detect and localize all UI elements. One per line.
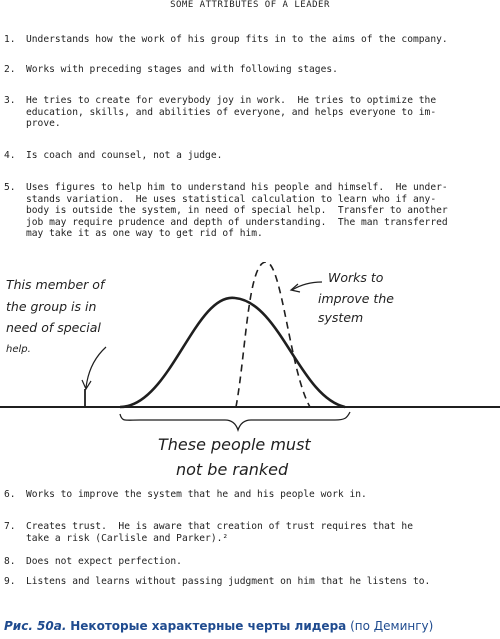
list-item-number: 4. bbox=[4, 150, 16, 161]
list-item-number: 8. bbox=[4, 556, 16, 567]
caption-figure-label: Рис. 50а. bbox=[4, 619, 67, 633]
list-item bbox=[0, 95, 496, 130]
list-item-text bbox=[26, 182, 496, 240]
document-title: SOME ATTRIBUTES OF A LEADER bbox=[170, 0, 330, 10]
list-item-line: Creates trust. He is aware that creation of trust requires that he bbox=[26, 521, 413, 532]
outlier-arrow bbox=[86, 347, 106, 388]
list-item-line: body is outside the system, in need of special help. Transfer to another bbox=[26, 205, 448, 216]
list-item bbox=[0, 182, 496, 240]
list-item-line: prove. bbox=[26, 118, 61, 129]
list-item-text bbox=[26, 556, 496, 568]
list-item bbox=[0, 150, 496, 162]
bottom-note-line-1: These people must bbox=[158, 435, 311, 454]
list-item-line: Listens and learns without passing judgment on him that he listens to. bbox=[26, 576, 431, 587]
figure-caption bbox=[4, 619, 498, 633]
list-item-line: Is coach and counsel, not a judge. bbox=[26, 150, 223, 161]
list-item-line: take a risk (Carlisle and Parker).² bbox=[26, 532, 229, 544]
list-item-line: stands variation. He uses statistical calculation to learn who if any- bbox=[26, 193, 437, 205]
list-item-line: Works to improve the system that he and his people work in. bbox=[26, 489, 367, 500]
list-item-number: 5. bbox=[4, 182, 16, 193]
right-note-line-2: improve the bbox=[318, 291, 394, 306]
right-note-line-1: Works to bbox=[328, 270, 384, 285]
list-item bbox=[0, 34, 496, 46]
improved-system-curve bbox=[236, 262, 310, 407]
list-item-text bbox=[26, 95, 496, 130]
list-item bbox=[0, 556, 496, 568]
distribution-figure bbox=[0, 262, 500, 492]
list-item-number: 2. bbox=[4, 64, 16, 75]
ranking-brace bbox=[120, 412, 350, 430]
list-item-line: Works with preceding stages and with following stages. bbox=[26, 64, 338, 75]
caption-normal-text: (по Демингу) bbox=[350, 619, 434, 633]
list-item-line: education, skills, and abilities of everyone, and helps everyone to im- bbox=[26, 106, 437, 118]
list-item-line: may take it as one way to get rid of him. bbox=[26, 228, 263, 239]
list-item-text bbox=[26, 521, 496, 544]
list-item-text bbox=[26, 489, 496, 501]
list-item-line: Does not expect perfection. bbox=[26, 556, 182, 567]
list-item bbox=[0, 64, 496, 76]
current-system-curve bbox=[120, 298, 345, 407]
left-note-line-4: help. bbox=[6, 344, 31, 355]
list-item-number: 3. bbox=[4, 95, 16, 106]
list-item bbox=[0, 576, 496, 588]
list-item-number: 6. bbox=[4, 489, 16, 500]
list-item-line: He tries to create for everybody joy in work. He tries to optimize the bbox=[26, 95, 437, 106]
left-note-line-1: This member of bbox=[6, 277, 105, 292]
list-item bbox=[0, 489, 496, 501]
list-item-text bbox=[26, 576, 496, 588]
left-note-line-3: need of special bbox=[6, 320, 101, 335]
list-item-line: job may require prudence and depth of understanding. The man transferred bbox=[26, 216, 448, 228]
right-note-line-3: system bbox=[318, 310, 364, 325]
list-item-number: 7. bbox=[4, 521, 16, 532]
list-item-line: Uses figures to help him to understand his people and himself. He under- bbox=[26, 182, 448, 193]
left-note-line-2: the group is in bbox=[6, 299, 97, 314]
list-item-number: 1. bbox=[4, 34, 16, 45]
list-item bbox=[0, 521, 496, 544]
list-item-text bbox=[26, 34, 496, 46]
list-item-text bbox=[26, 150, 496, 162]
list-item-text bbox=[26, 64, 496, 76]
list-item-number: 9. bbox=[4, 576, 16, 587]
bottom-note-line-2: not be ranked bbox=[176, 460, 289, 479]
caption-bold-text: Некоторые характерные черты лидера bbox=[70, 619, 347, 633]
list-item-line: Understands how the work of his group fits in to the aims of the company. bbox=[26, 34, 448, 45]
